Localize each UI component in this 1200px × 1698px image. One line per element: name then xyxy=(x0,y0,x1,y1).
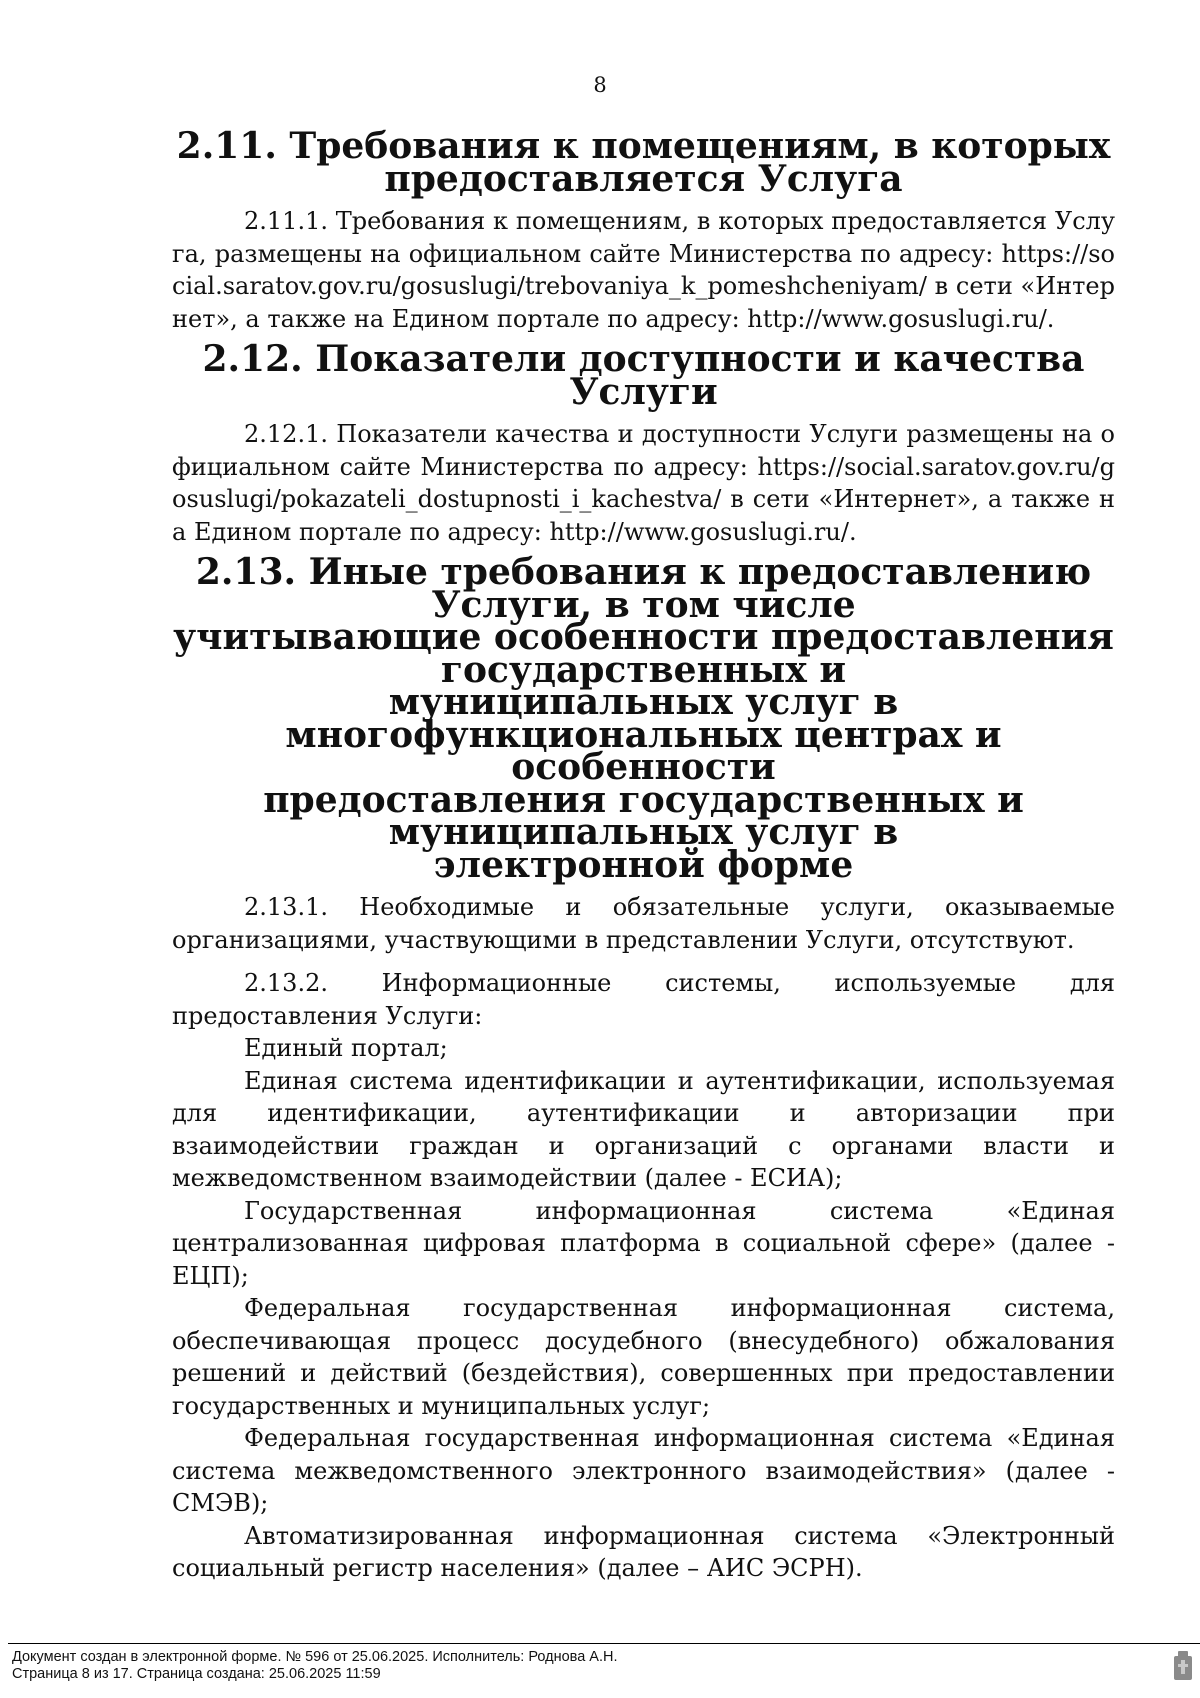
document-footer xyxy=(12,1649,618,1683)
document-body xyxy=(172,125,1115,1585)
footer-line-2: Страница 8 из 17. Страница создана: 25.06.2025 11:59 xyxy=(12,1666,381,1682)
footer-line-1: Документ создан в электронной форме. № 596 от 25.06.2025. Исполнитель: Роднова А.Н. xyxy=(12,1649,618,1665)
page-number: 8 xyxy=(593,73,607,97)
heading-line: предоставления государственных и муниципальных услуг в xyxy=(263,778,1024,853)
section-heading-2-13 xyxy=(172,551,1115,886)
list-item-system: Единая система идентификации и аутентификации, используемая для идентификации, аутентификации и авторизации при взаимодействии граждан и организаций с органами власти и межведомственном взаимодействии (далее - ЕСИА); xyxy=(172,1066,1115,1192)
heading-line: учитывающие особенности предоставления государственных и xyxy=(173,616,1114,691)
paragraph-2-12-1: 2.12.1. Показатели качества и доступности Услуги размещены на официальном сайте Министерства по адресу: https://social.saratov.gov.ru/gosuslugi/pokazateli_dostupnosti_i_kachestva/ в сети «Интернет», а также на Едином портале по адресу: http://www.gosuslugi.ru/. xyxy=(172,420,1115,546)
list-item-system: Единый портал; xyxy=(244,1034,448,1062)
section-heading-2-12: 2.12. Показатели доступности и качества Услуги xyxy=(202,338,1085,413)
coat-of-arms-icon xyxy=(1172,1650,1194,1682)
list-item-system: Федеральная государственная информационная система, обеспечивающая процесс досудебного (внесудебного) обжалования решений и действий (бездействия), совершенных при предоставлении государственных и муниципальных услуг; xyxy=(172,1294,1115,1420)
heading-line: муниципальных услуг в многофункциональных центрах и особенности xyxy=(285,681,1002,788)
paragraph-2-11-1: 2.11.1. Требования к помещениям, в которых предоставляется Услуга, размещены на официальном сайте Министерства по адресу: https://social.saratov.gov.ru/gosuslugi/trebovaniya_k_pomeshcheniyam/ в сети «Интернет», а также на Едином портале по адресу: http://www.gosuslugi.ru/. xyxy=(172,207,1115,333)
footer-divider xyxy=(8,1643,1200,1644)
list-item-system: Федеральная государственная информационная система «Единая система межведомственного электронного взаимодействия» (далее - СМЭВ); xyxy=(172,1424,1115,1517)
list-item-system: Автоматизированная информационная система «Электронный социальный регистр населения» (далее – АИС ЭСРН). xyxy=(172,1521,1115,1582)
paragraph-2-13-1: 2.13.1. Необходимые и обязательные услуги, оказываемые организациями, участвующими в представлении Услуги, отсутствуют. xyxy=(172,893,1115,954)
heading-line: 2.13. Иные требования к предоставлению Услуги, в том числе xyxy=(195,551,1092,626)
section-heading-2-11: 2.11. Требования к помещениям, в которых предоставляется Услуга xyxy=(176,125,1111,200)
paragraph-2-13-2: 2.13.2. Информационные системы, используемые для предоставления Услуги: xyxy=(172,969,1115,1030)
heading-line: электронной форме xyxy=(433,843,854,886)
list-item-system: Государственная информационная система «Единая централизованная цифровая платформа в социальной сфере» (далее - ЕЦП); xyxy=(172,1196,1115,1290)
